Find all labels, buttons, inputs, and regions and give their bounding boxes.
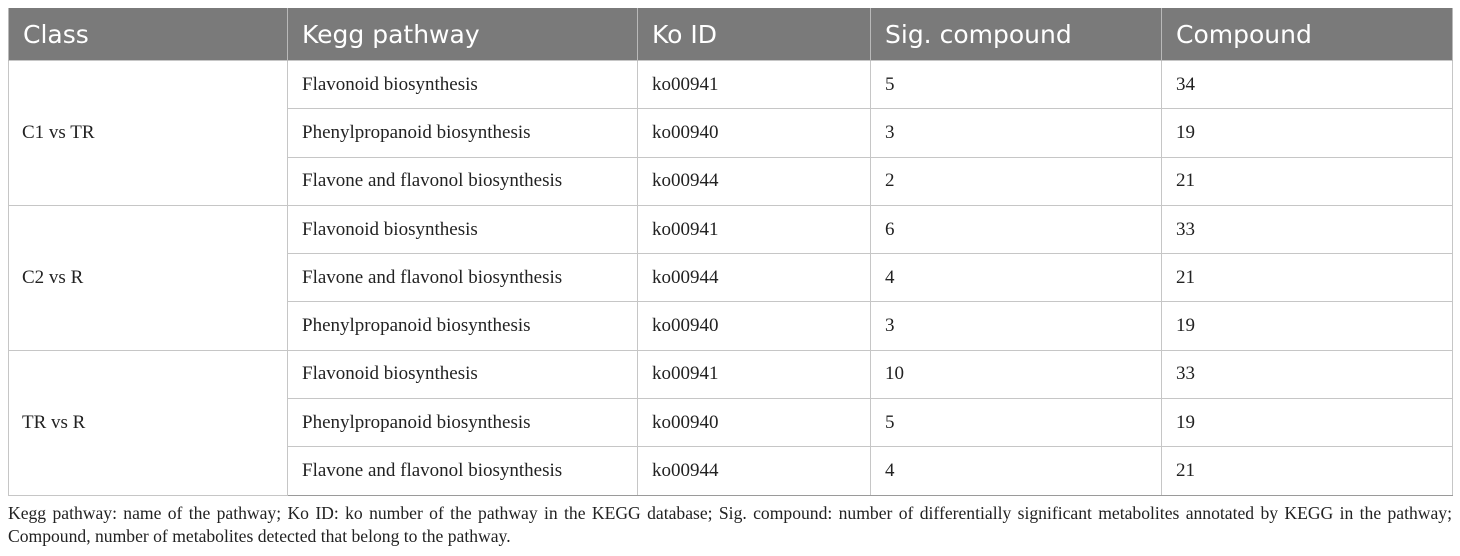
ko-id-cell: ko00940 xyxy=(638,302,871,350)
ko-id-cell: ko00940 xyxy=(638,109,871,157)
ko-id-cell: ko00941 xyxy=(638,61,871,109)
compound-cell: 19 xyxy=(1162,109,1453,157)
ko-id-cell: ko00944 xyxy=(638,254,871,302)
pathway-cell: Phenylpropanoid biosynthesis xyxy=(288,109,638,157)
sig-compound-cell: 3 xyxy=(871,109,1162,157)
sig-compound-cell: 10 xyxy=(871,350,1162,398)
pathway-cell: Flavone and flavonol biosynthesis xyxy=(288,447,638,495)
compound-cell: 21 xyxy=(1162,447,1453,495)
sig-compound-cell: 5 xyxy=(871,399,1162,447)
table-row xyxy=(9,350,1453,398)
ko-id-cell: ko00944 xyxy=(638,447,871,495)
table-footnote: Kegg pathway: name of the pathway; Ko ID: ko number of the pathway in the KEGG database; Sig. compound: number of differentially significant metabolites annotated by KEGG in the pathway; Compound, number of metabolites detected that belong to the pathway. xyxy=(8,503,1452,546)
compound-cell: 19 xyxy=(1162,302,1453,350)
ko-id-cell: ko00941 xyxy=(638,205,871,253)
header-row xyxy=(9,8,1453,61)
pathway-cell: Flavone and flavonol biosynthesis xyxy=(288,157,638,205)
table-row xyxy=(9,61,1453,109)
pathway-cell: Flavonoid biosynthesis xyxy=(288,61,638,109)
class-cell: C2 vs R xyxy=(9,205,288,350)
header-kegg-pathway: Kegg pathway xyxy=(288,8,638,61)
sig-compound-cell: 4 xyxy=(871,254,1162,302)
pathway-cell: Phenylpropanoid biosynthesis xyxy=(288,399,638,447)
header-ko-id: Ko ID xyxy=(638,8,871,61)
compound-cell: 19 xyxy=(1162,399,1453,447)
header-compound: Compound xyxy=(1162,8,1453,61)
sig-compound-cell: 3 xyxy=(871,302,1162,350)
sig-compound-cell: 2 xyxy=(871,157,1162,205)
pathway-cell: Flavonoid biosynthesis xyxy=(288,350,638,398)
compound-cell: 21 xyxy=(1162,254,1453,302)
compound-cell: 34 xyxy=(1162,61,1453,109)
class-cell: TR vs R xyxy=(9,350,288,495)
pathway-cell: Flavone and flavonol biosynthesis xyxy=(288,254,638,302)
ko-id-cell: ko00940 xyxy=(638,399,871,447)
compound-cell: 21 xyxy=(1162,157,1453,205)
ko-id-cell: ko00941 xyxy=(638,350,871,398)
pathway-cell: Phenylpropanoid biosynthesis xyxy=(288,302,638,350)
table-body xyxy=(9,61,1453,496)
ko-id-cell: ko00944 xyxy=(638,157,871,205)
sig-compound-cell: 6 xyxy=(871,205,1162,253)
sig-compound-cell: 4 xyxy=(871,447,1162,495)
pathway-cell: Flavonoid biosynthesis xyxy=(288,205,638,253)
sig-compound-cell: 5 xyxy=(871,61,1162,109)
class-cell: C1 vs TR xyxy=(9,61,288,206)
header-class: Class xyxy=(9,8,288,61)
compound-cell: 33 xyxy=(1162,350,1453,398)
compound-cell: 33 xyxy=(1162,205,1453,253)
table-header xyxy=(9,8,1453,61)
header-sig-compound: Sig. compound xyxy=(871,8,1162,61)
table-container xyxy=(8,8,1452,496)
kegg-pathway-table xyxy=(8,8,1453,496)
table-row xyxy=(9,205,1453,253)
